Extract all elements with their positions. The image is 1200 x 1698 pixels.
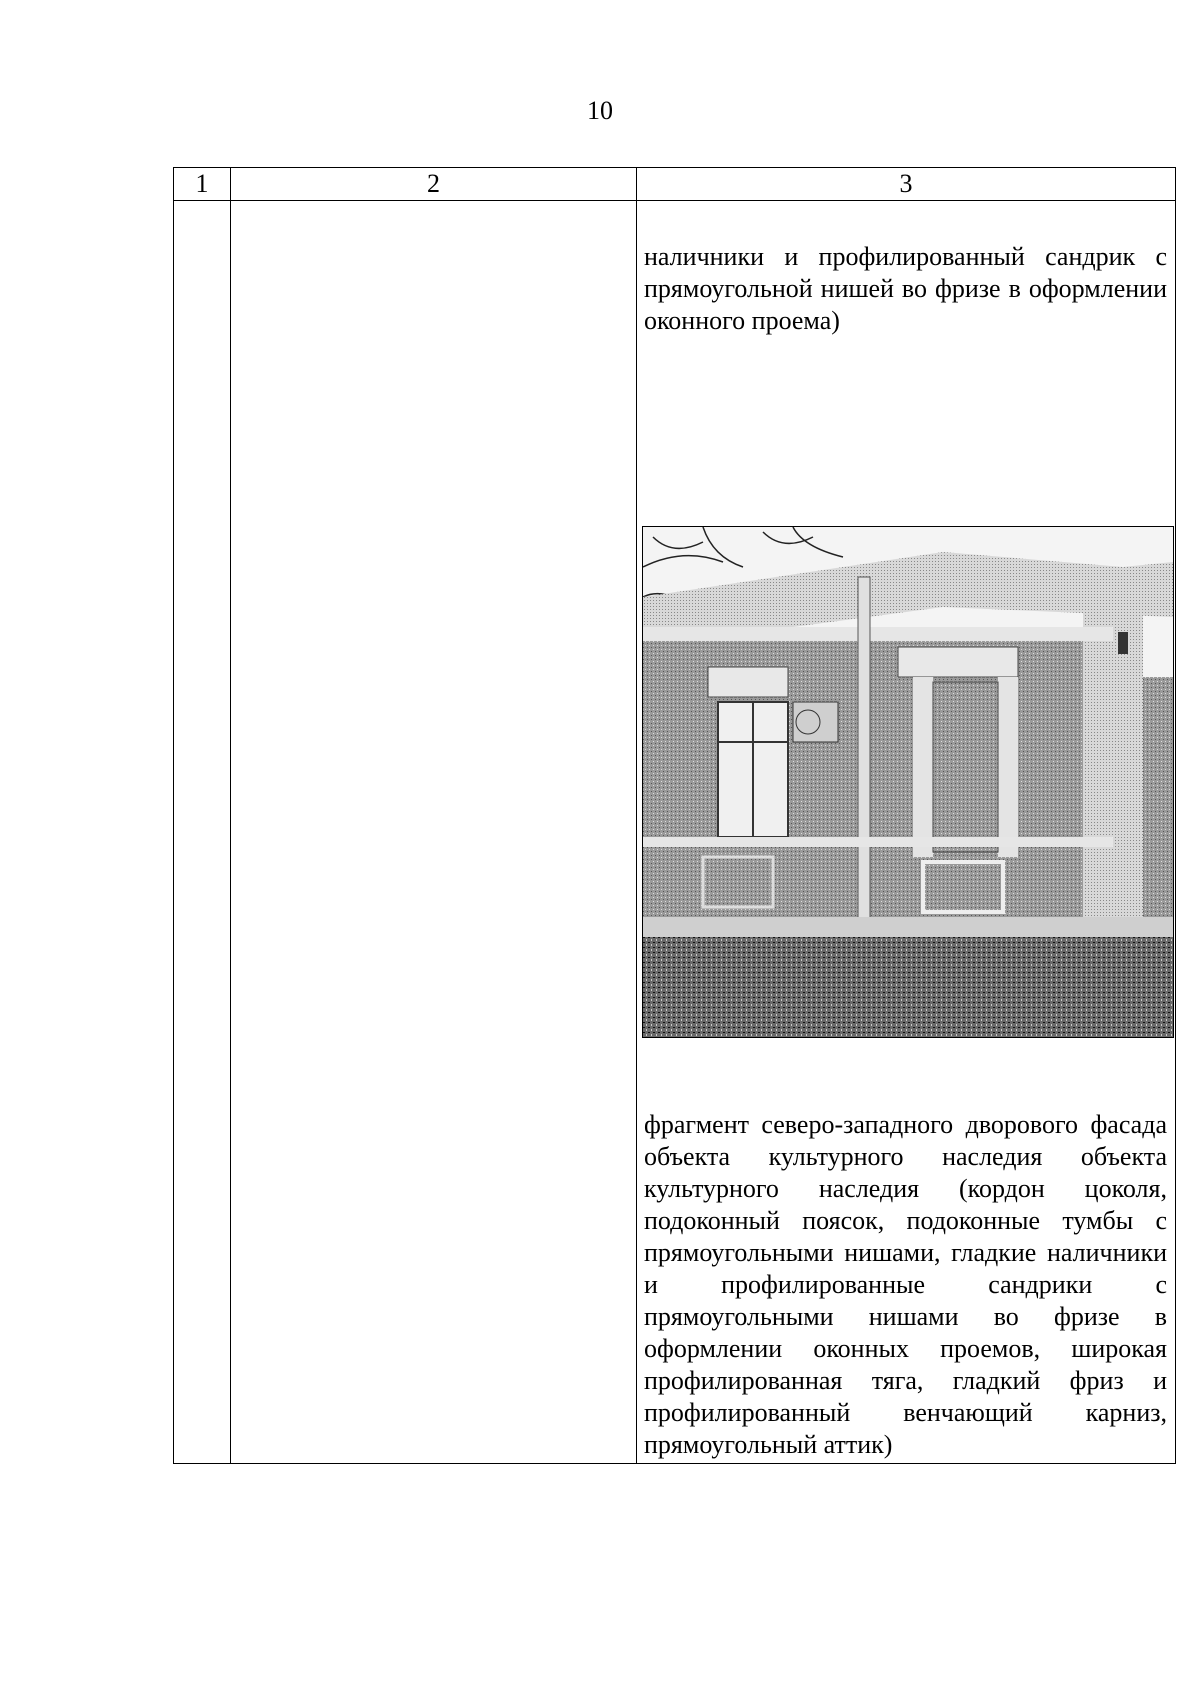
header-cell-2: 2 xyxy=(231,168,637,201)
row-cell-2 xyxy=(231,201,637,1464)
page-number: 10 xyxy=(587,96,613,125)
description-bottom: фрагмент северо-западного дворового фасада объекта культурного наследия объекта культурного наследия (кордон цоколя, подоконный поясок, подоконные тумбы с прямоугольными нишами, гладкие наличники и профилированные сандрики с прямоугольными нишами во фризе в оформлении оконных проемов, широкая профилированная тяга, гладкий фриз и профилированный венчающий карниз, прямоугольный аттик) xyxy=(644,1110,1167,1459)
building-facade-photo xyxy=(642,526,1174,1038)
row-cell-3 xyxy=(637,201,1176,1464)
row-cell-1 xyxy=(174,201,231,1464)
table-row xyxy=(174,201,1176,1464)
document-table xyxy=(173,167,1176,1464)
header-cell-3: 3 xyxy=(637,168,1176,201)
header-cell-1: 1 xyxy=(174,168,231,201)
description-top: наличники и профилированный сандрик с прямоугольной нишей во фризе в оформлении оконного проема) xyxy=(644,242,1167,335)
table-header-row xyxy=(174,168,1176,201)
